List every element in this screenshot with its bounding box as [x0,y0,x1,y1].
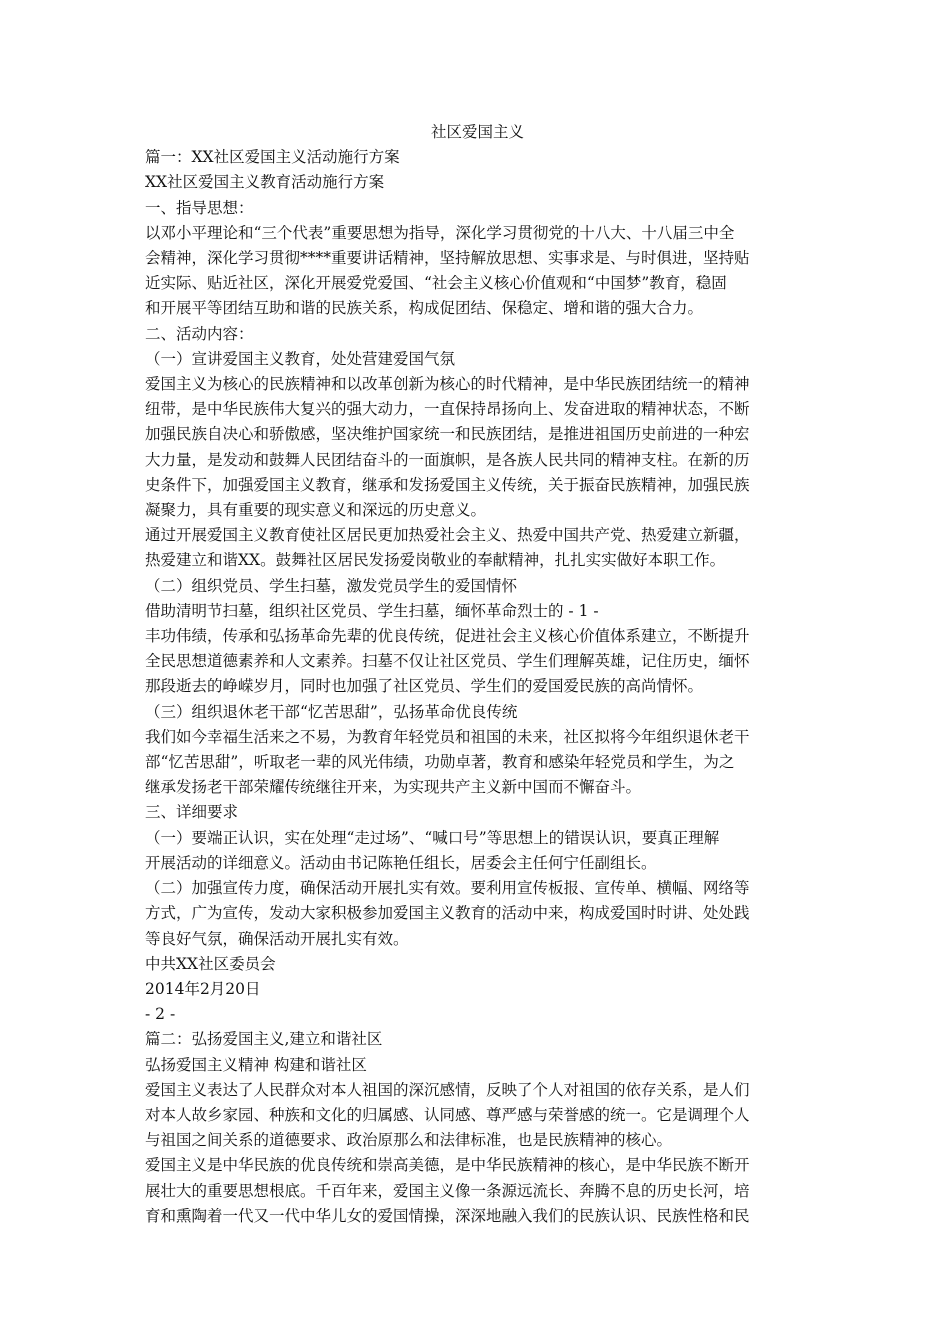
document-title: 社区爱国主义 [430,123,524,141]
text-line: 以邓小平理论和“三个代表”重要思想为指导，深化学习贯彻党的十八大、十八届三中全 [145,223,735,242]
text-line: 等良好气氛，确保活动开展扎实有效。 [145,929,409,948]
text-line: 开展活动的详细意义。活动由书记陈艳任组长，居委会主任何宁任副组长。 [145,853,657,872]
text-line: 纽带，是中华民族伟大复兴的强大动力，一直保持昂扬向上、发奋进取的精神状态，不断 [145,400,750,419]
text-line: （三）组织退休老干部“忆苦思甜”，弘扬革命优良传统 [145,702,518,721]
text-line: 一、指导思想： [145,198,254,217]
text-line: （一）要端正认识，实在处理“走过场”、“喊口号”等思想上的错误认识，要真正理解 [145,828,720,847]
text-line: 全民思想道德素养和人文素养。扫墓不仅让社区党员、学生们理解英雄，记住历史，缅怀 [145,652,750,671]
text-line: 篇一：XX社区爱国主义活动施行方案 [145,148,400,167]
text-line: 爱国主义表达了人民群众对本人祖国的深沉感情，反映了个人对祖国的依存关系，是人们 [145,1080,750,1099]
text-line: 继承发扬老干部荣耀传统继往开来，为实现共产主义新中国而不懈奋斗。 [145,778,642,797]
text-line: 爱国主义为核心的民族精神和以改革创新为核心的时代精神，是中华民族团结统一的精神 [145,375,750,394]
text-line: 方式，广为宣传，发动大家积极参加爱国主义教育的活动中来，构成爱国时时讲、处处践 [145,904,750,923]
text-line: 育和熏陶着一代又一代中华儿女的爱国情操，深深地融入我们的民族认识、民族性格和民 [145,1206,750,1225]
text-line: （二）组织党员、学生扫墓，激发党员学生的爱国情怀 [145,576,518,595]
text-line: 加强民族自决心和骄傲感，坚决维护国家统一和民族团结，是推进祖国历史前进的一种宏 [145,425,750,444]
text-line: 和开展平等团结互助和谐的民族关系，构成促团结、保稳定、增和谐的强大合力。 [145,299,704,318]
text-line: 爱国主义是中华民族的优良传统和崇高美德，是中华民族精神的核心，是中华民族不断开 [145,1156,750,1175]
text-line: 会精神，深化学习贯彻****重要讲话精神，坚持解放思想、实事求是、与时俱进，坚持贴 [145,249,750,268]
document-page [145,120,810,1229]
text-line: 篇二：弘扬爱国主义,建立和谐社区 [145,1030,383,1049]
text-line: 史条件下，加强爱国主义教育，继承和发扬爱国主义传统，关于振奋民族精神，加强民族 [145,475,750,494]
text-line: （二）加强宣传力度，确保活动开展扎实有效。要利用宣传板报、宣传单、横幅、网络等 [145,879,750,898]
text-line: 那段逝去的峥嵘岁月，同时也加强了社区党员、学生们的爱国爱民族的高尚情怀。 [145,677,704,696]
text-line: （一）宣讲爱国主义教育，处处营建爱国气氛 [145,349,456,368]
text-line: 热爱建立和谐XX。鼓舞社区居民发扬爱岗敬业的奉献精神，扎扎实实做好本职工作。 [145,551,726,570]
text-line: 对本人故乡家园、种族和文化的归属感、认同感、尊严感与荣誉感的统一。它是调理个人 [145,1105,750,1124]
text-line: 凝聚力，具有重要的现实意义和深远的历史意义。 [145,501,487,520]
text-line: 中共XX社区委员会 [145,954,276,973]
text-line: 与祖国之间关系的道德要求、政治原那么和法律标准，也是民族精神的核心。 [145,1131,673,1150]
text-line: 我们如今幸福生活来之不易，为教育年轻党员和祖国的未来，社区拟将今年组织退休老干 [145,727,750,746]
text-line: 部“忆苦思甜”，听取老一辈的风光伟绩，功勋卓著，教育和感染年轻党员和学生，为之 [145,753,735,772]
text-line: 2014年2月20日 [145,979,261,998]
text-line: 通过开展爱国主义教育使社区居民更加热爱社会主义、热爱中国共产党、热爱建立新疆， [145,526,750,545]
text-line: 丰功伟绩，传承和弘扬革命先辈的优良传统，促进社会主义核心价值体系建立，不断提升 [145,627,750,646]
text-line: XX社区爱国主义教育活动施行方案 [145,173,385,192]
text-line: 三、详细要求 [145,803,239,822]
text-line: 大力量，是发动和鼓舞人民团结奋斗的一面旗帜，是各族人民共同的精神支柱。在新的历 [145,450,750,469]
document-body [145,145,810,1229]
text-line: 借助清明节扫墓，组织社区党员、学生扫墓，缅怀革命烈士的 - 1 - [145,601,599,620]
text-line: 二、活动内容： [145,324,254,343]
text-line: - 2 - [145,1005,176,1024]
text-line: 弘扬爱国主义精神 构建和谐社区 [145,1055,367,1074]
text-line: 展壮大的重要思想根底。千百年来，爱国主义像一条源远流长、奔腾不息的历史长河，培 [145,1181,750,1200]
text-line: 近实际、贴近社区，深化开展爱党爱国、“社会主义核心价值观和“中国梦”教育，稳固 [145,274,727,293]
